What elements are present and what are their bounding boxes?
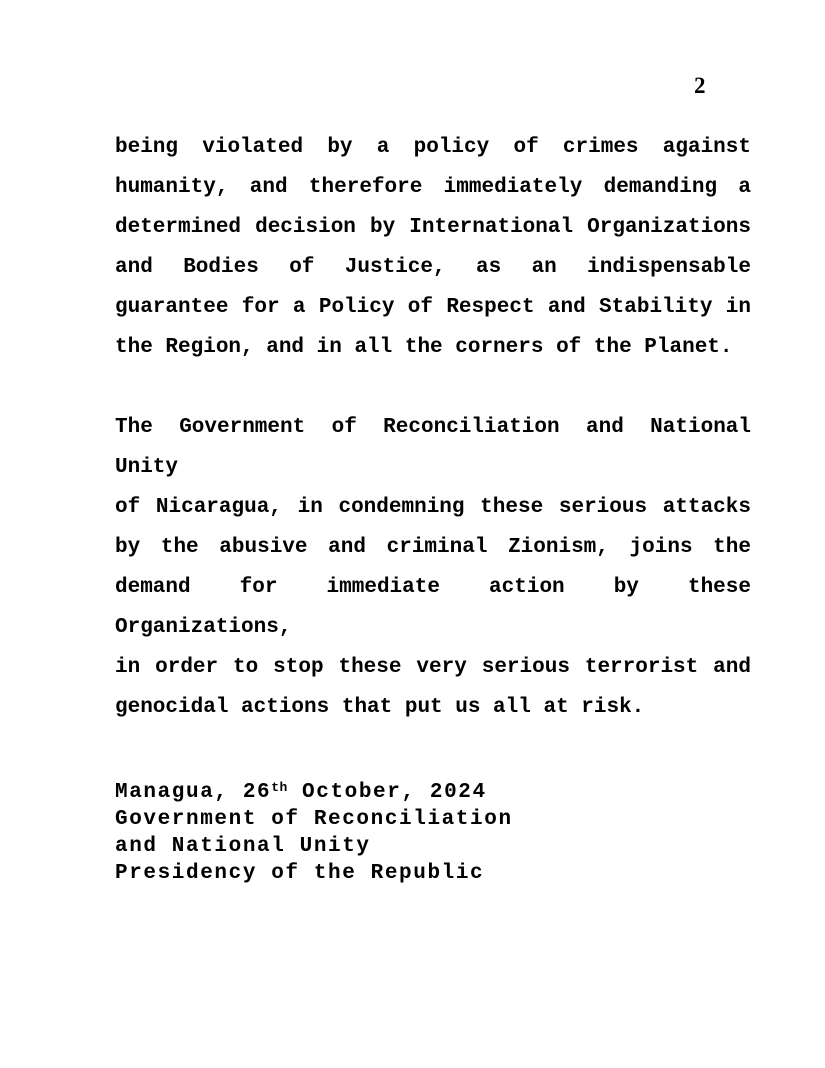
signature-block	[115, 774, 751, 887]
text-line: by the abusive and criminal Zionism, joins the	[115, 536, 751, 559]
text-line: of Nicaragua, in condemning these serious attacks	[115, 496, 751, 519]
text-line: guarantee for a Policy of Respect and Stability in	[115, 296, 751, 319]
text-line: The Government of Reconciliation and National Unity	[115, 416, 751, 479]
text-line: being violated by a policy of crimes against	[115, 136, 751, 159]
signature-line: Presidency of the Republic	[115, 862, 485, 885]
date-suffix: October, 2024	[287, 781, 487, 804]
page-number: 2	[694, 73, 706, 98]
signature-line: and National Unity	[115, 835, 371, 858]
paragraphs	[115, 128, 751, 728]
date-prefix: Managua, 26	[115, 781, 272, 804]
text-line: humanity, and therefore immediately demanding a	[115, 176, 751, 199]
date-ordinal-superscript: th	[271, 780, 288, 795]
text-line: the Region, and in all the corners of the Planet.	[115, 336, 733, 359]
text-line: in order to stop these very serious terrorist and	[115, 656, 751, 679]
text-line: genocidal actions that put us all at risk.	[115, 696, 645, 719]
paragraph	[115, 408, 751, 728]
text-line: determined decision by International Organizations	[115, 216, 751, 239]
signature-line: Government of Reconciliation	[115, 808, 513, 831]
paragraph	[115, 128, 751, 368]
text-line: demand for immediate action by these Organizations,	[115, 576, 751, 639]
date-line	[115, 774, 751, 806]
document-body	[115, 128, 751, 887]
signature-lines	[115, 806, 751, 887]
text-line: and Bodies of Justice, as an indispensable	[115, 256, 751, 279]
